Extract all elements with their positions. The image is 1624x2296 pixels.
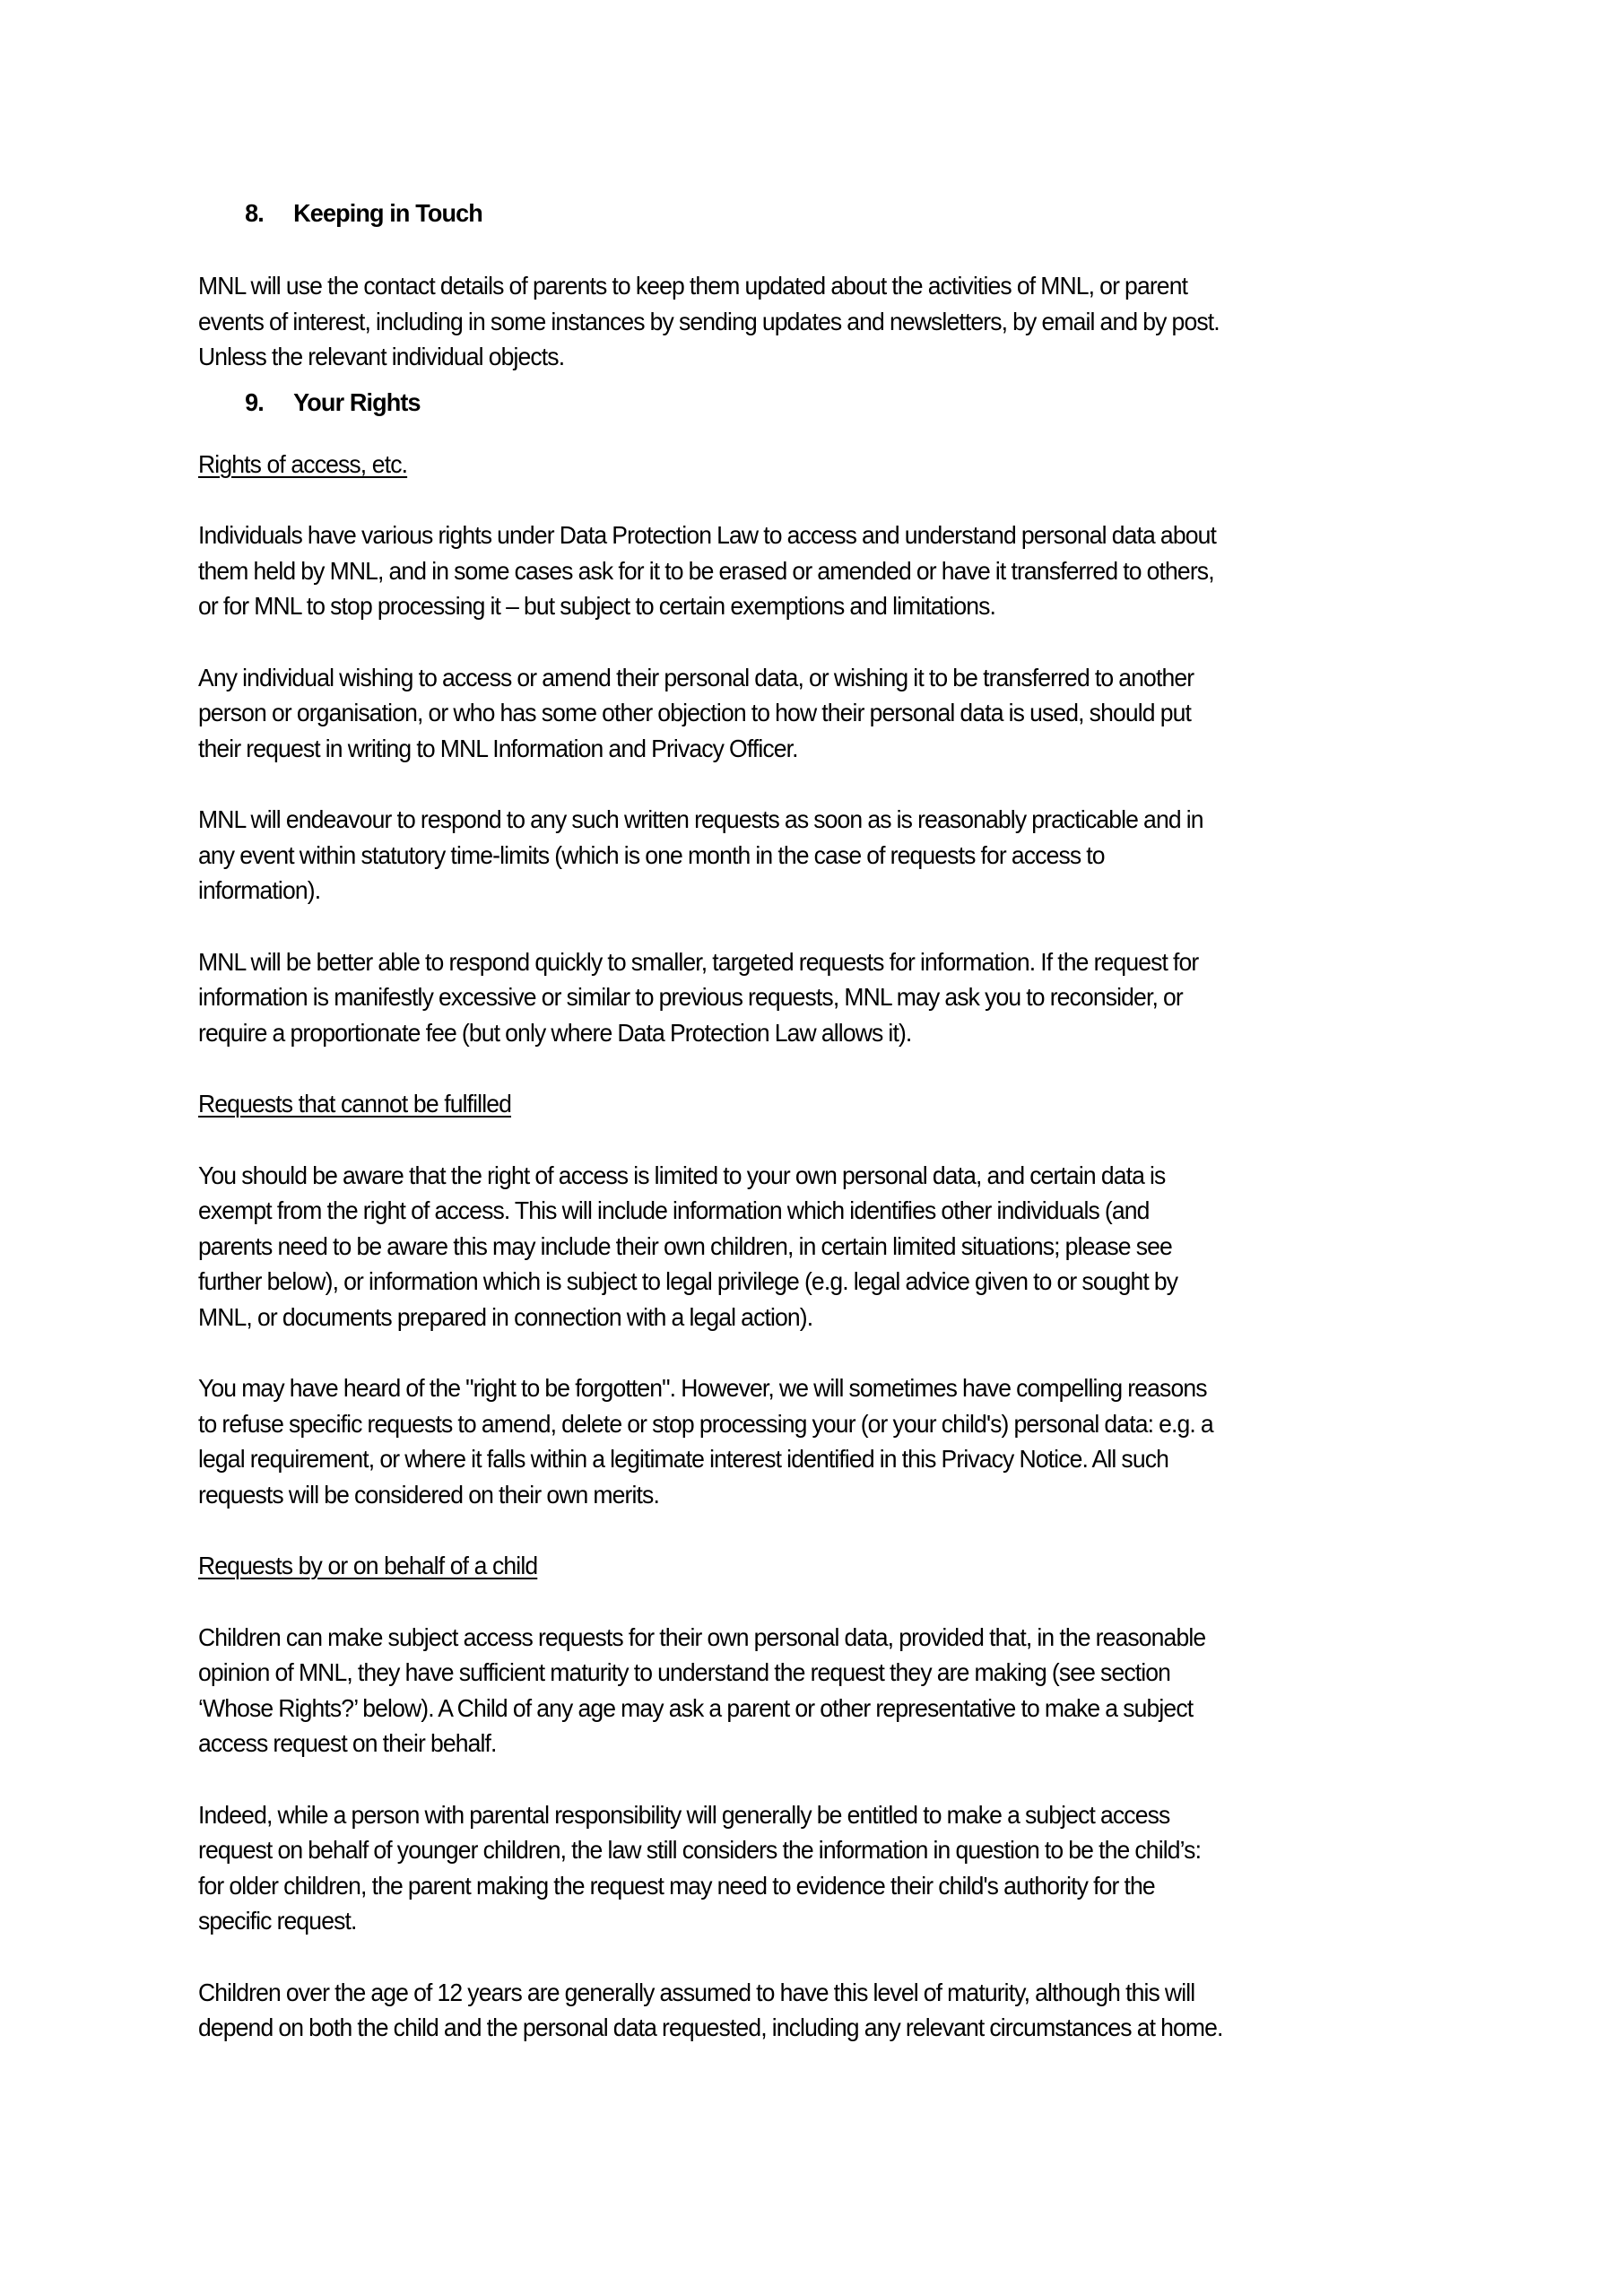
section-title: Your Rights [293, 387, 421, 416]
section-title: Keeping in Touch [293, 199, 482, 227]
paragraph [198, 1797, 1454, 1939]
text-line: or for MNL to stop processing it – but subject to certain exemptions and limitations. [198, 592, 996, 620]
document-content [198, 196, 1454, 2046]
text-line: Individuals have various rights under Data Protection Law to access and understand personal data about [198, 521, 1217, 549]
section-number: 9. [245, 387, 264, 416]
text-line: legal requirement, or where it falls within a legitimate interest identified in this Privacy Notice. All such [198, 1445, 1169, 1473]
paragraph [198, 802, 1454, 909]
text-line: require a proportionate fee (but only where Data Protection Law allows it). [198, 1018, 912, 1047]
text-line: access request on their behalf. [198, 1729, 497, 1757]
paragraph [198, 1975, 1454, 2046]
text-line: opinion of MNL, they have sufficient maturity to understand the request they are making (see section [198, 1658, 1171, 1686]
subheading-rights-of-access: Rights of access, etc. [198, 449, 408, 478]
text-line: any event within statutory time-limits (which is one month in the case of requests for access to [198, 840, 1105, 869]
text-line: information is manifestly excessive or similar to previous requests, MNL may ask you to reconsider, or [198, 983, 1183, 1011]
section-number: 8. [245, 199, 264, 227]
text-line: ‘Whose Rights?’ below). A Child of any age may ask a parent or other representative to make a subject [198, 1693, 1194, 1722]
text-line: depend on both the child and the personal data requested, including any relevant circumstances at home. [198, 2013, 1223, 2041]
paragraph-keeping-in-touch [198, 268, 1454, 375]
section-heading-keeping-in-touch [198, 196, 1410, 231]
text-line: Unless the relevant individual objects. [198, 343, 565, 370]
text-line: Children over the age of 12 years are generally assumed to have this level of maturity, although this will [198, 1978, 1195, 2006]
text-line: them held by MNL, and in some cases ask for it to be erased or amended or have it transferred to others, [198, 556, 1214, 585]
text-line: Indeed, while a person with parental responsibility will generally be entitled to make a subject access [198, 1800, 1170, 1829]
subheading-requests-by-or-on-behalf-of-child: Requests by or on behalf of a child [198, 1552, 538, 1579]
text-line: further below), or information which is subject to legal privilege (e.g. legal advice given to or sought by [198, 1267, 1178, 1295]
text-line: events of interest, including in some instances by sending updates and newsletters, by email and by post. [198, 307, 1220, 335]
text-line: for older children, the parent making the request may need to evidence their child's authority for the [198, 1871, 1155, 1900]
text-line: MNL will endeavour to respond to any such written requests as soon as is reasonably practicable and in [198, 805, 1203, 833]
text-line: MNL, or documents prepared in connection with a legal action). [198, 1302, 813, 1331]
subheading-requests-cannot-be-fulfilled: Requests that cannot be fulfilled [198, 1090, 512, 1118]
text-line: You should be aware that the right of access is limited to your own personal data, and certain data is [198, 1161, 1166, 1189]
text-line: MNL will be better able to respond quickly to smaller, targeted requests for information. If the request for [198, 947, 1199, 976]
paragraph [198, 1370, 1454, 1512]
text-line: Children can make subject access requests for their own personal data, provided that, in the reasonable [198, 1622, 1206, 1651]
paragraph [198, 944, 1454, 1051]
text-line: request on behalf of younger children, the law still considers the information in question to be the child’s: [198, 1836, 1202, 1864]
paragraph [198, 1158, 1454, 1335]
text-line: specific request. [198, 1907, 357, 1935]
text-line: information). [198, 876, 321, 904]
text-line: MNL will use the contact details of parents to keep them updated about the activities of MNL, or parent [198, 272, 1188, 300]
text-line: their request in writing to MNL Information and Privacy Officer. [198, 734, 798, 762]
text-line: requests will be considered on their own merits. [198, 1480, 659, 1509]
text-line: parents need to be aware this may include their own children, in certain limited situations; please see [198, 1231, 1172, 1260]
paragraph [198, 517, 1454, 624]
paragraph [198, 660, 1454, 767]
text-line: You may have heard of the "right to be forgotten". However, we will sometimes have compelling reasons [198, 1374, 1207, 1402]
text-line: person or organisation, or who has some other objection to how their personal data is used, should put [198, 699, 1191, 726]
paragraph [198, 1620, 1454, 1761]
text-line: to refuse specific requests to amend, delete or stop processing your (or your child's) personal data: e.g. a [198, 1409, 1213, 1438]
section-heading-your-rights [198, 385, 1410, 421]
text-line: exempt from the right of access. This will include information which identifies other individuals (and [198, 1196, 1150, 1224]
text-line: Any individual wishing to access or amend their personal data, or wishing it to be transferred to another [198, 663, 1194, 691]
